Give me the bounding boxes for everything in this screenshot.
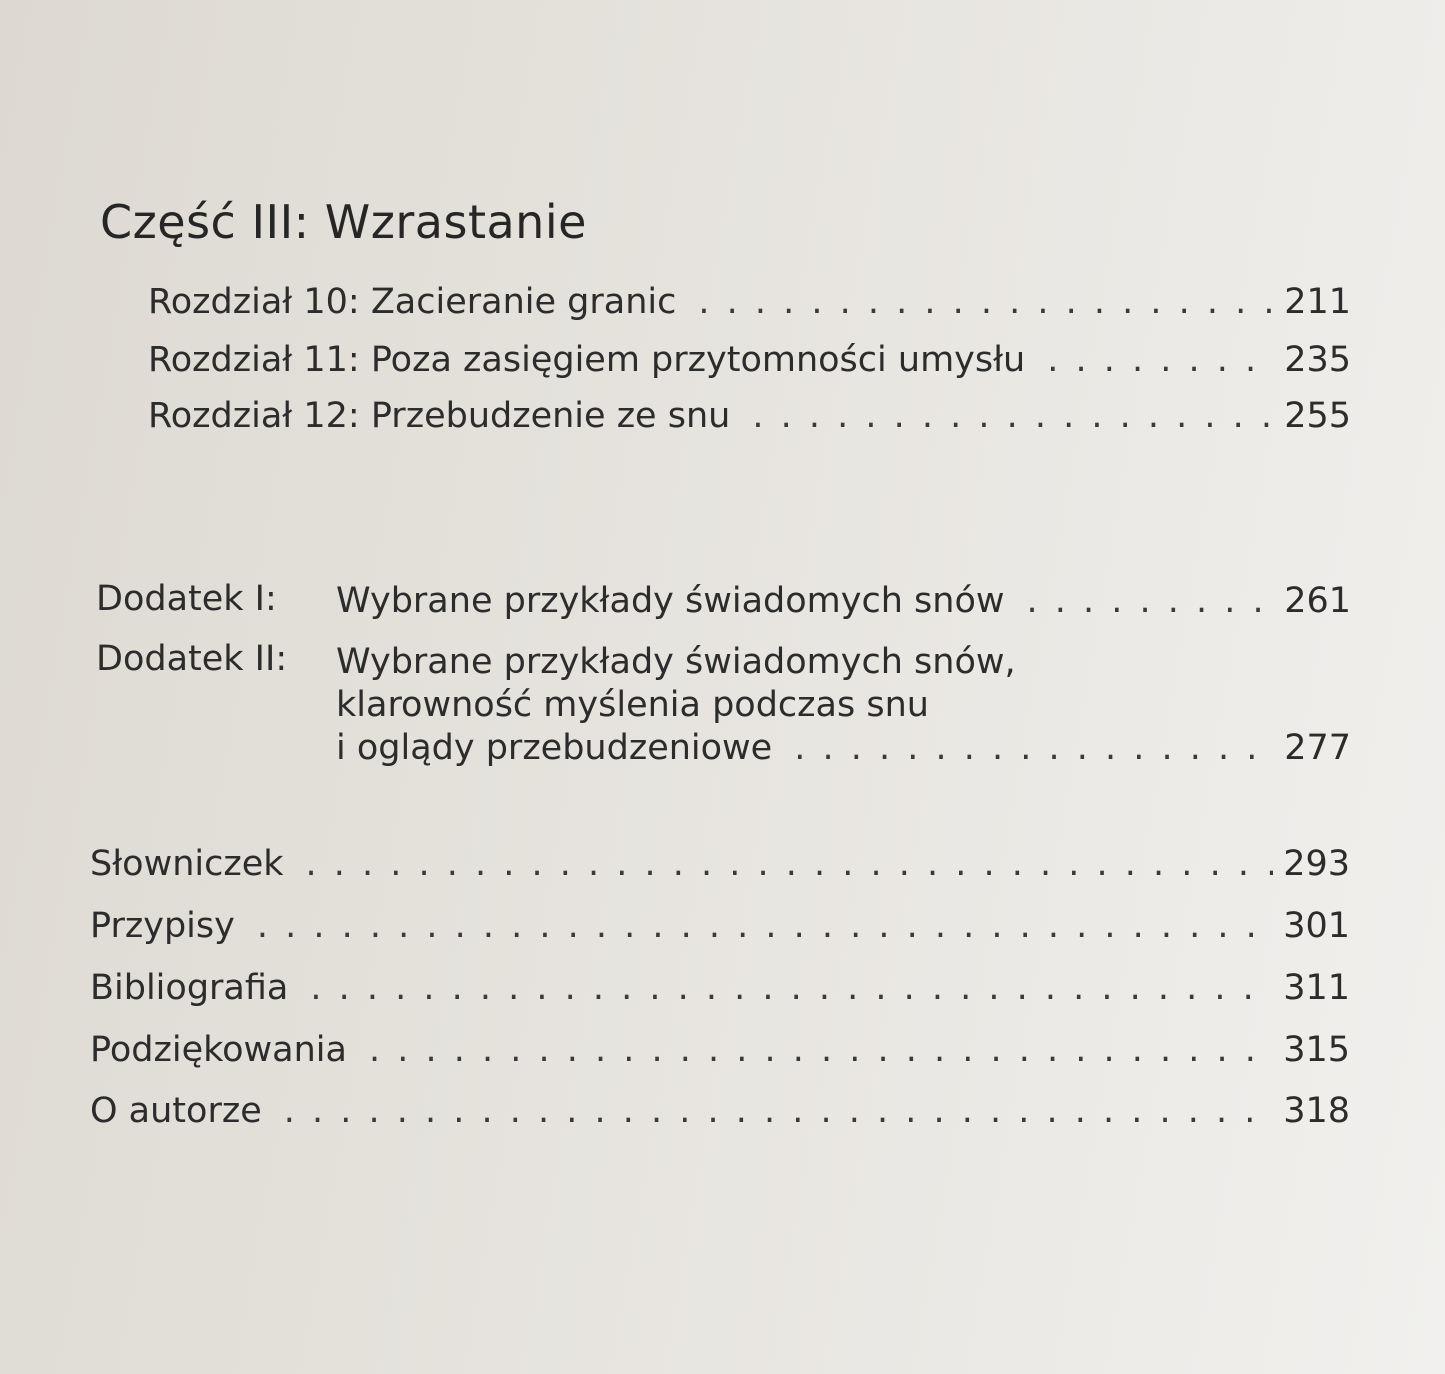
entry-label: Przypisy [90,906,235,946]
page-number: 211 [1284,282,1351,322]
page-number: 311 [1283,968,1350,1008]
dot-leader [1027,579,1275,623]
entry-label: Podziękowania [90,1030,347,1070]
toc-entry-appendix-2 [336,726,1351,770]
entry-label-line: i oglądy przebudzeniowe [336,728,773,768]
entry-label-line: Wybrane przykłady świadomych snów, [336,642,1016,682]
toc-entry-chapter-10 [148,280,1351,324]
page-number: 315 [1283,1030,1350,1070]
page-number: 255 [1284,396,1351,436]
entry-label: Rozdział 12: Przebudzenie ze snu [148,396,731,436]
dot-leader [310,966,1273,1010]
dot-leader [257,904,1273,948]
dot-leader [752,394,1274,438]
entry-label: Bibliografia [90,968,289,1008]
dot-leader [1047,338,1274,382]
entry-label: O autorze [90,1091,262,1131]
page-number: 301 [1283,906,1350,946]
toc-entry-about-author [90,1089,1350,1133]
toc-entry-chapter-11 [148,338,1351,382]
dot-leader [698,280,1274,324]
entry-label: Rozdział 10: Zacieranie granic [148,282,677,322]
entry-label: Rozdział 11: Poza zasięgiem przytomności umysłu [148,340,1026,380]
appendix-label: Dodatek II: [96,639,288,679]
part-title: Część III: Wzrastanie [100,195,587,249]
toc-entry-appendix-1 [336,579,1351,623]
page-number: 277 [1284,728,1351,768]
page-number: 261 [1284,581,1351,621]
entry-label: Wybrane przykłady świadomych snów [336,581,1005,621]
dot-leader [794,726,1274,770]
entry-label-line: klarowność myślenia podczas snu [336,685,929,725]
appendix-label: Dodatek I: [96,579,277,619]
toc-entry-notes [90,904,1350,948]
dot-leader [369,1028,1273,1072]
dot-leader [306,842,1274,886]
toc-entry-acknowledgements [90,1028,1350,1072]
dot-leader [284,1089,1273,1133]
page-number: 235 [1284,340,1351,380]
page-number: 318 [1283,1091,1350,1131]
entry-label: Słowniczek [90,844,284,884]
toc-entry-bibliography [90,966,1350,1010]
toc-entry-chapter-12 [148,394,1351,438]
page-number: 293 [1283,844,1350,884]
toc-entry-glossary [90,842,1350,886]
